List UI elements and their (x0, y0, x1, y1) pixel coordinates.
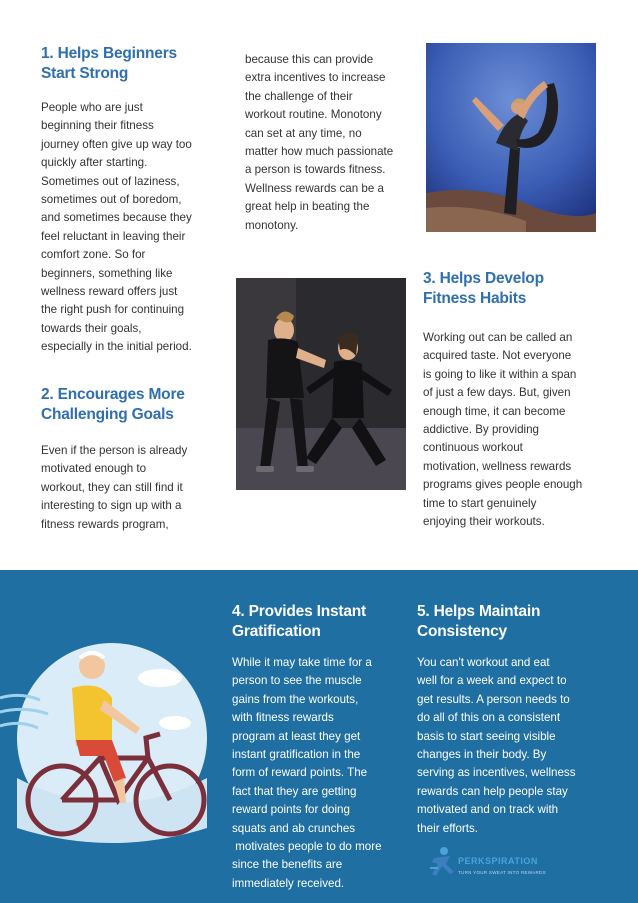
section-2-continued-line: can set at any time, no (245, 126, 362, 140)
section-4-line: motivates people to do more (232, 840, 382, 854)
section-4-line: immediately received. (232, 876, 345, 890)
section-2-line: Even if the person is already (41, 444, 188, 457)
cyclist-illustration (0, 628, 215, 868)
section-4-title-line-2: Gratification (232, 623, 321, 640)
section-1-line: towards their goals, (41, 321, 142, 335)
section-1-line: quickly after starting. (41, 156, 148, 170)
section-2-line: workout, they can still find it (41, 480, 183, 494)
section-5-title-line-1: 5. Helps Maintain (417, 603, 541, 620)
section-5-line: get results. A person needs to (417, 692, 570, 706)
section-5 (417, 602, 607, 838)
section-2-continued-line: because this can provide (245, 53, 374, 66)
section-1-title-line-1: 1. Helps Beginners (41, 45, 177, 62)
section-3-title-line-1: 3. Helps Develop (423, 270, 544, 287)
section-4-line: person to see the muscle (232, 674, 362, 688)
section-5-line: serving as incentives, wellness (417, 766, 576, 780)
section-1-line: especially in the initial period. (41, 340, 192, 354)
section-3-title (423, 269, 603, 309)
section-1-line: beginning their fitness (41, 119, 154, 133)
section-2-line: interesting to sign up with a (41, 499, 182, 513)
section-3-line: enough time, it can become (423, 404, 566, 418)
section-2-continued-line: a person is towards fitness. (245, 163, 386, 177)
section-2-continued-line: extra incentives to increase (245, 71, 386, 85)
section-1-line: journey often give up way too (41, 137, 192, 151)
section-1-line: feel reluctant in leaving their (41, 229, 186, 243)
section-3-line: acquired taste. Not everyone (423, 349, 572, 363)
logo-name: PERKSPIRATION (458, 856, 538, 866)
section-3-line: of just a few days. But, given (423, 386, 571, 400)
section-3-line: Working out can be called an (423, 331, 573, 344)
section-2-continued-line: workout routine. Monotony (245, 108, 382, 122)
section-2-continued-line: monotony. (245, 218, 299, 232)
section-1 (41, 44, 221, 357)
section-5-line: changes in their body. By (417, 748, 547, 762)
section-4-title (232, 602, 412, 642)
section-5-title (417, 602, 607, 642)
cyclist-icon (0, 628, 215, 868)
section-2-title-line-1: 2. Encourages More (41, 386, 185, 403)
yoga-illustration (426, 43, 596, 232)
training-photo (236, 278, 406, 490)
section-5-line: motivated and on track with (417, 803, 559, 817)
section-4-line: reward points for doing (232, 803, 350, 817)
section-3-line: programs gives people enough (423, 478, 583, 492)
section-3-line: continuous workout (423, 441, 523, 455)
section-1-title-line-2: Start Strong (41, 65, 129, 82)
perkspiration-logo (428, 846, 568, 890)
section-4 (232, 602, 412, 893)
section-3-line: enjoying their workouts. (423, 515, 545, 529)
section-3-body (423, 329, 603, 531)
section-4-line: since the benefits are (232, 858, 343, 872)
section-5-body (417, 654, 607, 838)
section-2-continued (245, 51, 420, 235)
section-3-title-line-2: Fitness Habits (423, 290, 527, 307)
section-1-line: Sometimes out of laziness, (41, 174, 180, 188)
section-2 (41, 385, 221, 534)
section-5-line: rewards can help people stay (417, 784, 568, 798)
section-2-title (41, 385, 221, 425)
section-2-continued-line: Wellness rewards can be a (245, 181, 384, 195)
section-1-line: the right push for continuing (41, 303, 185, 317)
section-5-line: well for a week and expect to (417, 674, 567, 688)
section-4-line: program at least they get (232, 729, 361, 743)
section-2-title-line-2: Challenging Goals (41, 406, 174, 423)
section-5-line: basis to start seeing visible (417, 729, 556, 743)
section-1-line: wellness reward offers just (41, 285, 178, 299)
section-2-continued-line: matter how much passionate (245, 145, 394, 159)
training-illustration (236, 278, 406, 490)
section-5-line: do all of this on a consistent (417, 711, 561, 725)
section-5-title-line-2: Consistency (417, 623, 507, 640)
section-3-line: time to start genuinely (423, 496, 537, 510)
logo-tagline: TURN YOUR SWEAT INTO REWARDS (458, 870, 546, 875)
section-1-line: beginners, something like (41, 266, 173, 280)
section-3-line: is going to like it within a span (423, 367, 577, 381)
section-2-continued-line: great help in beating the (245, 200, 370, 214)
section-4-title-line-1: 4. Provides Instant (232, 603, 367, 620)
section-2-line: motivated enough to (41, 462, 147, 476)
section-4-line: form of reward points. The (232, 766, 368, 780)
section-2-body (41, 442, 221, 534)
section-2-line: fitness rewards program, (41, 517, 169, 531)
section-4-line: squats and ab crunches (232, 821, 356, 835)
section-3 (423, 269, 603, 531)
section-2-continued-line: the challenge of their (245, 89, 353, 103)
yoga-photo (426, 43, 596, 232)
section-1-line: People who are just (41, 101, 143, 114)
section-1-body (41, 99, 221, 357)
section-4-line: with fitness rewards (232, 711, 334, 725)
section-4-line: instant gratification in the (232, 748, 361, 762)
section-1-line: and sometimes because they (41, 211, 192, 225)
section-1-line: comfort zone. So for (41, 248, 146, 262)
section-1-line: sometimes out of boredom, (41, 193, 182, 207)
section-3-line: addictive. By providing (423, 423, 539, 437)
section-5-line: You can't workout and eat (417, 656, 550, 669)
section-4-body (232, 654, 412, 893)
section-3-line: motivation, wellness rewards (423, 459, 572, 473)
runner-logo-icon (428, 846, 456, 880)
section-4-line: fact that they are getting (232, 784, 357, 798)
section-5-line: their efforts. (417, 821, 479, 835)
section-4-line: While it may take time for a (232, 656, 372, 669)
section-1-title (41, 44, 221, 84)
section-4-line: gains from the workouts, (232, 692, 359, 706)
